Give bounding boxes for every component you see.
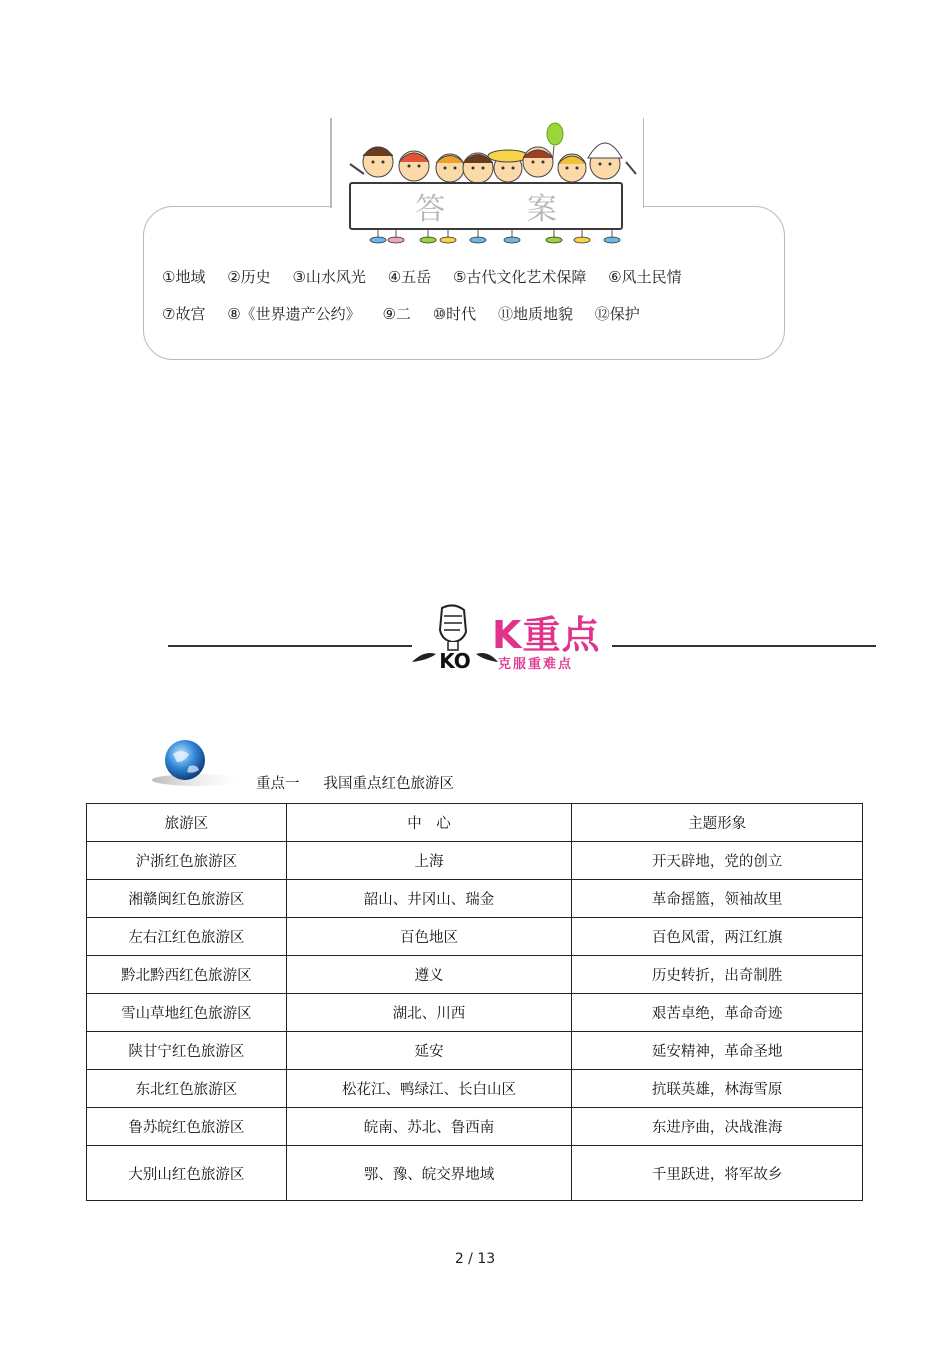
answer-item: ⑨二 bbox=[382, 305, 411, 323]
table-cell: 沪浙红色旅游区 bbox=[87, 842, 287, 880]
table-row bbox=[87, 842, 863, 880]
table-cell: 革命摇篮，领袖故里 bbox=[572, 880, 863, 918]
answer-item: ⑫保护 bbox=[594, 305, 640, 323]
answer-title: 答 案 bbox=[349, 182, 623, 230]
table-cell: 湘赣闽红色旅游区 bbox=[87, 880, 287, 918]
answer-item: ⑧《世界遗产公约》 bbox=[227, 305, 361, 323]
table-cell: 遵义 bbox=[286, 956, 572, 994]
table-row bbox=[87, 1146, 863, 1201]
table-cell: 东进序曲，决战淮海 bbox=[572, 1108, 863, 1146]
table-cell: 鲁苏皖红色旅游区 bbox=[87, 1108, 287, 1146]
answer-item: ⑦故宫 bbox=[162, 305, 206, 323]
table-cell: 艰苦卓绝，革命奇迹 bbox=[572, 994, 863, 1032]
table-cell: 黔北黔西红色旅游区 bbox=[87, 956, 287, 994]
answer-line-2 bbox=[162, 303, 657, 324]
k-section-subtitle: 克服重难点 bbox=[498, 657, 574, 672]
table-row bbox=[87, 918, 863, 956]
section-title: 我国重点红色旅游区 bbox=[323, 776, 454, 792]
header-rule-left bbox=[168, 645, 412, 647]
table-cell: 开天辟地，党的创立 bbox=[572, 842, 863, 880]
table-cell: 湖北、川西 bbox=[286, 994, 572, 1032]
table-cell: 百色风雷，两江红旗 bbox=[572, 918, 863, 956]
answer-line-1 bbox=[162, 266, 699, 287]
table-row bbox=[87, 880, 863, 918]
table-cell: 延安精神，革命圣地 bbox=[572, 1032, 863, 1070]
table-cell: 东北红色旅游区 bbox=[87, 1070, 287, 1108]
table-cell: 延安 bbox=[286, 1032, 572, 1070]
header-rule-right bbox=[612, 645, 876, 647]
table-row bbox=[87, 956, 863, 994]
column-header: 中 心 bbox=[286, 804, 572, 842]
table-cell: 雪山草地红色旅游区 bbox=[87, 994, 287, 1032]
table-cell: 皖南、苏北、鲁西南 bbox=[286, 1108, 572, 1146]
page-number: 2 / 13 bbox=[454, 1251, 496, 1267]
answer-item: ①地域 bbox=[162, 268, 206, 286]
section-number: 重点一 bbox=[256, 776, 300, 792]
table-cell: 左右江红色旅游区 bbox=[87, 918, 287, 956]
table-cell: 上海 bbox=[286, 842, 572, 880]
globe-icon bbox=[145, 736, 255, 788]
section-heading bbox=[256, 772, 454, 793]
table-row bbox=[87, 1070, 863, 1108]
column-header: 旅游区 bbox=[87, 804, 287, 842]
table-cell: 千里跃进，将军故乡 bbox=[572, 1146, 863, 1201]
table-cell: 百色地区 bbox=[286, 918, 572, 956]
answer-item: ②历史 bbox=[227, 268, 271, 286]
answer-item: ④五岳 bbox=[387, 268, 432, 286]
answer-item: ⑩时代 bbox=[432, 305, 477, 323]
table-cell: 抗联英雄，林海雪原 bbox=[572, 1070, 863, 1108]
table-cell: 韶山、井冈山、瑞金 bbox=[286, 880, 572, 918]
table-cell: 陕甘宁红色旅游区 bbox=[87, 1032, 287, 1070]
table-cell: 大别山红色旅游区 bbox=[87, 1146, 287, 1201]
table-row bbox=[87, 1032, 863, 1070]
table-header-row bbox=[87, 804, 863, 842]
answer-item: ③山水风光 bbox=[292, 268, 366, 286]
table-cell: 松花江、鸭绿江、长白山区 bbox=[286, 1070, 572, 1108]
answer-item: ⑤古代文化艺术保障 bbox=[452, 268, 587, 286]
answer-item: ⑪地质地貌 bbox=[497, 305, 573, 323]
ko-fist-icon bbox=[410, 602, 500, 672]
table-cell: 鄂、豫、皖交界地域 bbox=[286, 1146, 572, 1201]
table-cell: 历史转折，出奇制胜 bbox=[572, 956, 863, 994]
ko-emblem-text: KO bbox=[439, 649, 471, 672]
red-tourism-table bbox=[86, 803, 863, 1201]
table-row bbox=[87, 994, 863, 1032]
answer-item: ⑥风土民情 bbox=[608, 268, 682, 286]
table-row bbox=[87, 1108, 863, 1146]
column-header: 主题形象 bbox=[572, 804, 863, 842]
k-section-title: K重点 bbox=[492, 613, 601, 657]
